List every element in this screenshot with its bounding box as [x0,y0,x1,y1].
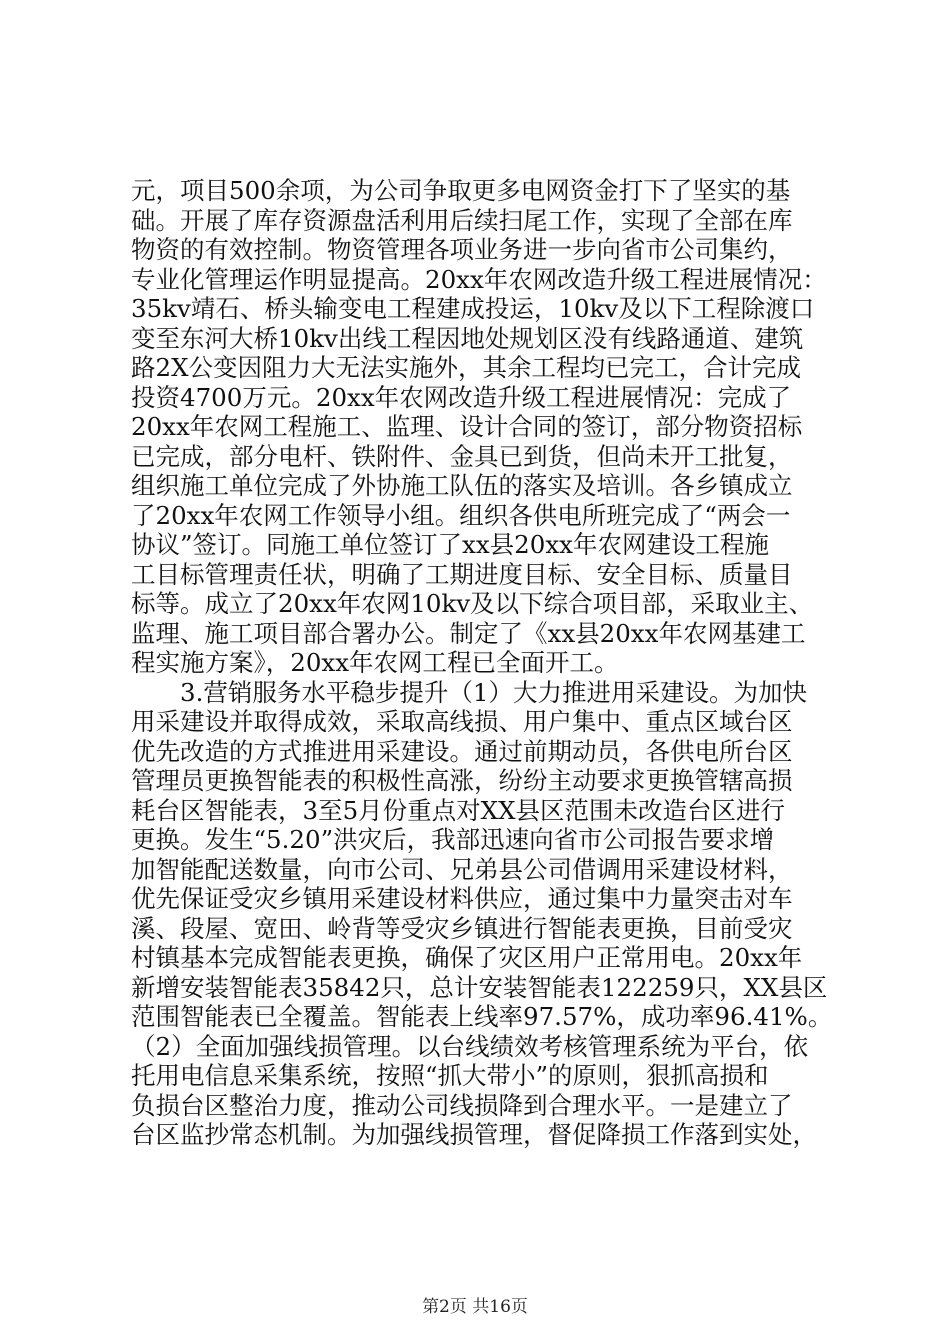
page-footer: 第2页 共16页 [422,1297,528,1317]
text-line: 变至东河大桥10kv出线工程因地处规划区没有线路通道、建筑 [131,323,804,353]
text-line: 新增安装智能表35842只，总计安装智能表122259只，XX县区 [131,972,828,1002]
text-line: 负损台区整治力度，推动公司线损降到合理水平。一是建立了 [131,1090,793,1120]
text-line: 投资4700万元。20xx年农网改造升级工程进展情况：完成了 [131,382,792,412]
text-line: 元，项目500余项，为公司争取更多电网资金打下了坚实的基 [131,176,791,205]
text-line: 管理员更换智能表的积极性高涨，纷纷主动要求更换管辖高损 [131,766,793,795]
text-line: 3.营销服务水平稳步提升（1）大力推进用采建设。为加快 [131,677,807,707]
text-line: 溪、段屋、宽田、岭背等受灾乡镇进行智能表更换，目前受灾 [131,913,793,943]
text-line: 35kv靖石、桥头输变电工程建成投运，10kv及以下工程除渡口 [131,294,815,323]
text-line: 用采建设并取得成效，采取高线损、用户集中、重点区域台区 [131,707,793,736]
text-line: 了20xx年农网工作领导小组。组织各供电所班完成了“两会一 [131,500,791,530]
text-line: 协议”签订。同施工单位签订了xx县20xx年农网建设工程施 [131,530,769,559]
text-line: 更换。发生“5.20”洪灾后，我部迅速向省市公司报告要求增 [131,825,775,854]
text-line: 标等。成立了20xx年农网10kv及以下综合项目部，采取业主、 [131,589,814,618]
text-line: 托用电信息采集系统，按照“抓大带小”的原则，狠抓高损和 [131,1061,769,1090]
text-line: 工目标管理责任状，明确了工期进度目标、安全目标、质量目 [131,559,793,589]
text-line: 监理、施工项目部合署办公。制定了《xx县20xx年农网基建工 [131,618,806,648]
text-line: 加智能配送数量，向市公司、兄弟县公司借调用采建设材料， [131,854,793,884]
text-line: 程实施方案》，20xx年农网工程已全面开工。 [131,648,619,677]
text-line: 路2X公变因阻力大无法实施外，其余工程均已完工，合计完成 [131,353,802,382]
text-line: （2）全面加强线损管理。以台线绩效考核管理系统为平台，依 [131,1031,809,1061]
text-line: 已完成，部分电杆、铁附件、金具已到货，但尚未开工批复， [131,441,793,471]
text-line: 范围智能表已全覆盖。智能表上线率97.57%，成功率96.41%。 [131,1002,833,1031]
text-line: 专业化管理运作明显提高。20xx年农网改造升级工程进展情况： [131,264,827,294]
text-line: 村镇基本完成智能表更换，确保了灾区用户正常用电。20xx年 [131,943,803,972]
text-line: 优先改造的方式推进用采建设。通过前期动员，各供电所台区 [131,736,793,766]
text-line: 优先保证受灾乡镇用采建设材料供应，通过集中力量突击对车 [131,884,793,913]
text-line: 物资的有效控制。物资管理各项业务进一步向省市公司集约， [131,235,793,264]
text-line: 台区监抄常态机制。为加强线损管理，督促降损工作落到实处， [131,1120,817,1149]
text-line: 组织施工单位完成了外协施工队伍的落实及培训。各乡镇成立 [131,471,793,500]
text-line: 础。开展了库存资源盘活利用后续扫尾工作，实现了全部在库 [131,205,793,235]
text-line: 耗台区智能表，3至5月份重点对XX县区范围未改造台区进行 [131,795,786,825]
text-line: 20xx年农网工程施工、监理、设计合同的签订，部分物资招标 [131,412,803,441]
